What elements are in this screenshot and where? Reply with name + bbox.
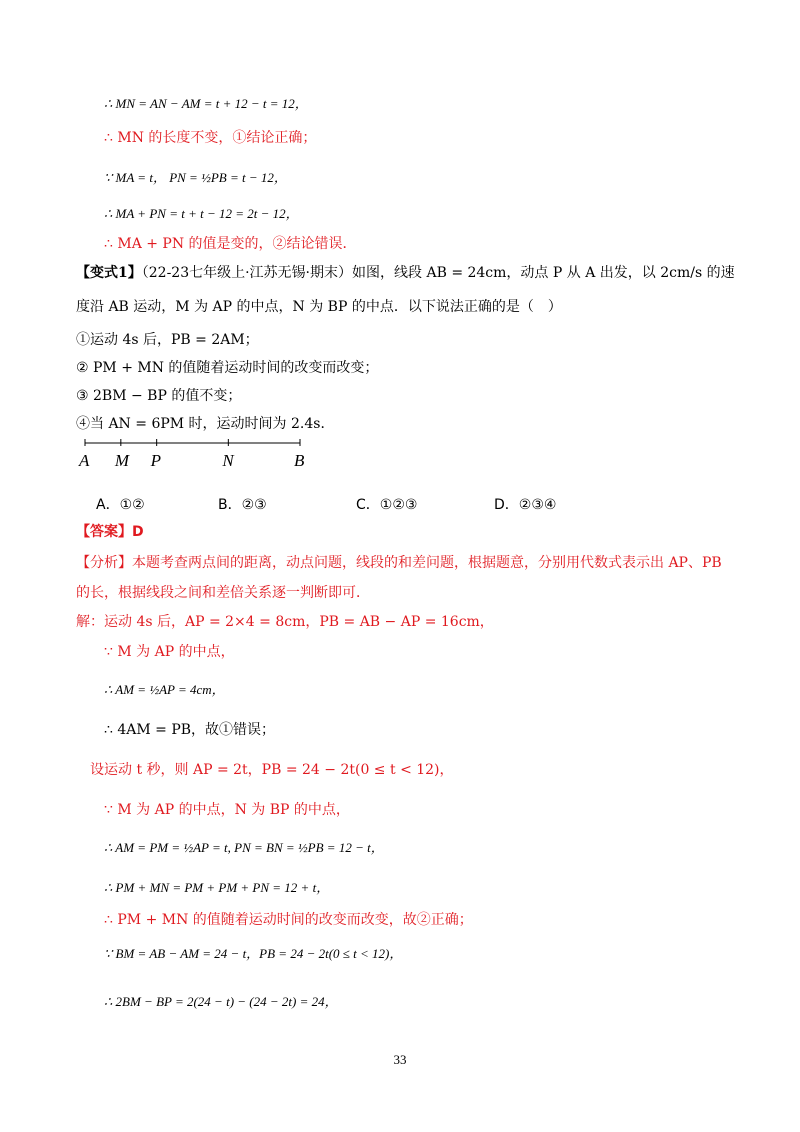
- page-number: 33: [393, 1052, 407, 1067]
- problem-text-line1: 如图，线段 AB = 24cm，动点 P 从 A 出发，以 2cm/s 的速: [352, 265, 735, 281]
- statement-2: ② PM + MN 的值随着运动时间的改变而改变；: [76, 360, 379, 376]
- line-ma-pn-given: ∵ MA = t， PN = ½PB = t − 12，: [104, 170, 287, 185]
- statement-3: ③ 2BM − BP 的值不变；: [76, 388, 242, 404]
- point-label-n: N: [222, 451, 234, 470]
- option-b[interactable]: B．②③: [218, 497, 267, 513]
- line-ma-pn-sum: ∴ MA + PN = t + t − 12 = 2t − 12，: [104, 206, 299, 221]
- analysis-line1: 【分析】本题考查两点间的距离，动点问题，线段的和差问题，根据题意，分别用代数式表示出 AP、PB: [76, 555, 722, 571]
- option-c[interactable]: C．①②③: [356, 497, 418, 513]
- point-label-b: B: [294, 451, 305, 470]
- point-label-p: P: [150, 451, 162, 470]
- statement-4: ④当 AN = 6PM 时，运动时间为 2.4s．: [76, 416, 335, 432]
- option-a[interactable]: A．①②: [96, 497, 145, 513]
- option-d[interactable]: D．②③④: [494, 497, 557, 513]
- segment-diagram: [70, 436, 320, 470]
- variant-tag: 【变式1】: [76, 265, 142, 281]
- problem-text-line2: 度沿 AB 运动，M 为 AP 的中点，N 为 BP 的中点．以下说法正确的是（ ）: [76, 299, 562, 315]
- line-mn-conclusion: ∴ MN 的长度不变，①结论正确；: [104, 130, 317, 146]
- point-label-m: M: [114, 451, 130, 470]
- solution-line5: 设运动 t 秒，则 AP = 2t，PB = 24 − 2t(0 ≤ t < 12)，: [90, 762, 454, 778]
- solution-line9: ∴ PM + MN 的值随着运动时间的改变而改变，故②正确；: [104, 912, 473, 928]
- answer: 【答案】D: [76, 524, 144, 540]
- solution-line1: 解：运动 4s 后，AP = 2×4 = 8cm，PB = AB − AP = 16cm，: [76, 614, 494, 630]
- analysis-line2: 的长，根据线段之间和差倍关系逐一判断即可．: [76, 585, 370, 601]
- solution-line8: ∴ PM + MN = PM + PM + PN = 12 + t，: [104, 880, 330, 895]
- solution-line7: ∴ AM = PM = ½AP = t, PN = BN = ½PB = 12 − t，: [104, 840, 384, 855]
- solution-line11: ∴ 2BM − BP = 2(24 − t) − (24 − 2t) = 24，: [104, 994, 338, 1009]
- statement-1: ①运动 4s 后，PB = 2AM；: [76, 332, 259, 348]
- solution-line4: ∴ 4AM = PB，故①错误；: [104, 722, 276, 738]
- problem-header: [76, 263, 735, 283]
- line-mn-equation: ∴ MN = AN − AM = t + 12 − t = 12，: [104, 96, 308, 111]
- solution-line10: ∵ BM = AB − AM = 24 − t，PB = 24 − 2t(0 ≤ t < 12)，: [104, 946, 403, 961]
- line-ma-pn-conclusion: ∴ MA + PN 的值是变的，②结论错误．: [104, 236, 357, 252]
- solution-line2: ∵ M 为 AP 的中点，: [104, 644, 235, 660]
- solution-line3: ∴ AM = ½AP = 4cm，: [104, 682, 225, 697]
- solution-line6: ∵ M 为 AP 的中点，N 为 BP 的中点，: [104, 802, 350, 818]
- point-label-a: A: [79, 451, 90, 470]
- problem-source: （22-23七年级上·江苏无锡·期末）: [141, 265, 353, 281]
